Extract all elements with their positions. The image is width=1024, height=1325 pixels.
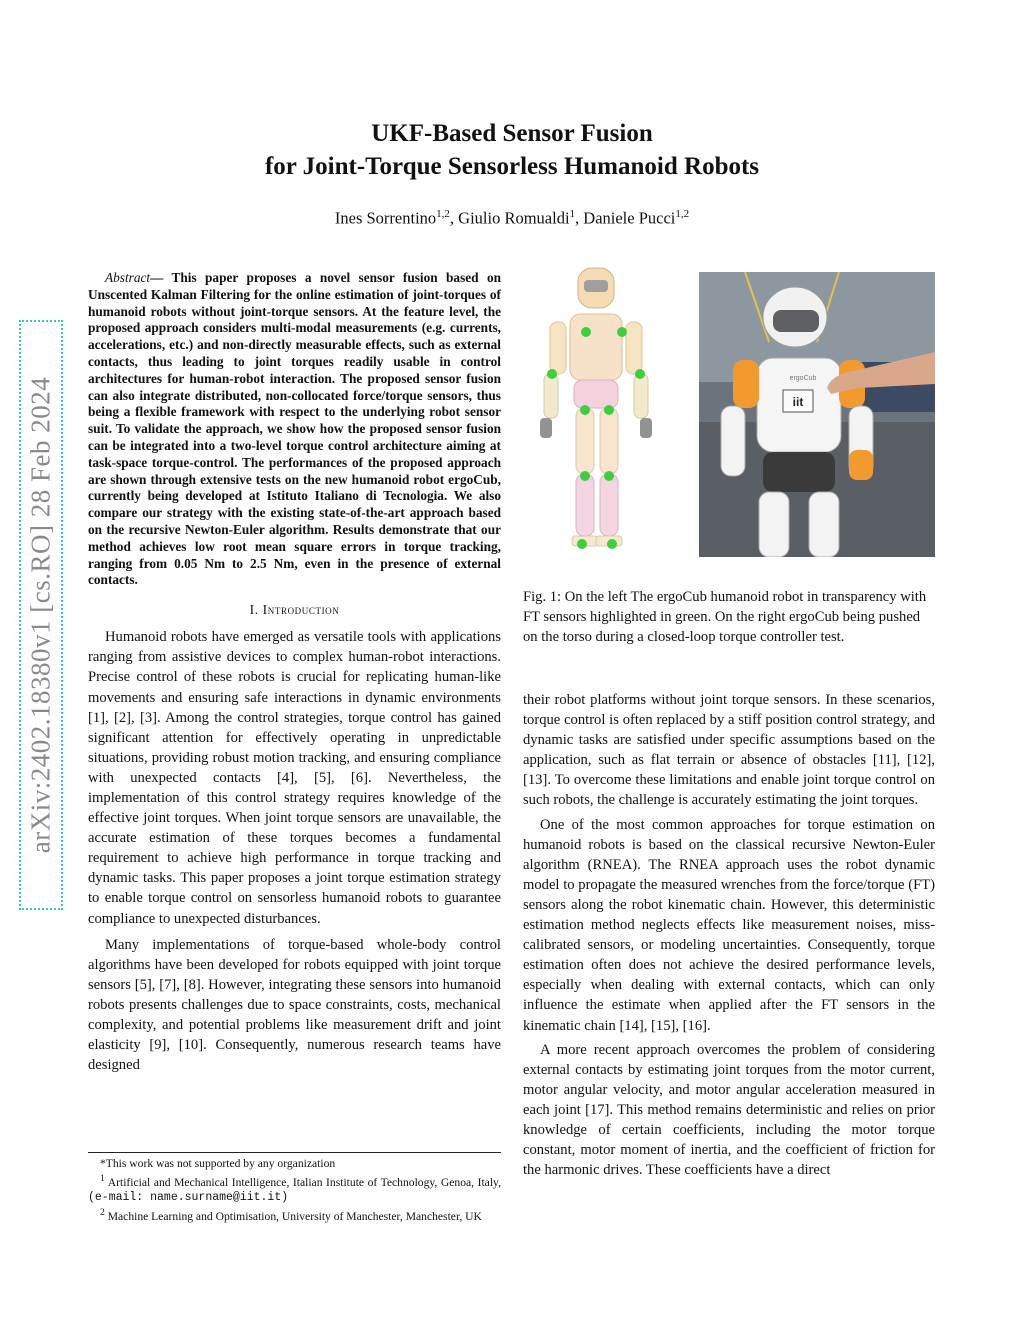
abstract-text: This paper proposes a novel sensor fusion based on Unscented Kalman Filtering for the online estimation of joint-torques of humanoid robots without joint-torque sensors. At the feature level, the proposed approach considers multi-modal measurements (e.g. currents, accelerations, etc.) and non-directly measurable effects, such as external contacts, thus leading to joint torques readily usable in control architectures for human-robot interaction. The proposed sensor fusion can also integrate distributed, non-collocated force/torque sensors, thus being a flexible framework with respect to the underlying robot sensor suit. To validate the approach, we show how the proposed sensor fusion can be integrated into a two-level torque control architecture aiming at task-space torque-control. The performances of the proposed approach are shown through extensive tests on the new humanoid robot ergoCub, currently being developed at Istituto Italiano di Tecnologia. We also compare our strategy with the existing state-of-the-art approach based on the recursive Newton-Euler algorithm. Results demonstrate that our method achieves low root mean square errors in torque tracking, ranging from 0.05 Nm to 2.5 Nm, even in the presence of external contacts.	[88, 270, 501, 588]
robot-left-leg	[759, 492, 789, 557]
robot-pelvis	[574, 380, 618, 408]
robot-visor	[584, 280, 608, 292]
intro-paragraph-3: One of the most common approaches for torque estimation on humanoid robots is based on the classical recursive Newton-Euler algorithm (RNEA). The RNEA approach uses the robot dynamic model to propagate the measured wrenches from the force/torque (FT) sensors along the robot kinematic chain. However, this deterministic estimation method neglects effects like measurement noises, miss-calibrated sensors, or modeling uncertainties. Consequently, torque estimation often does not achieve the desired performance levels, especially when dealing with external contacts, which can only influence the estimate when applied after the FT sensors in the kinematic chain [14], [15], [16].	[523, 816, 935, 1034]
robot-left-arm	[721, 406, 745, 476]
author-list	[100, 208, 924, 229]
footnote-email: (e-mail: name.surname@iit.it)	[88, 1191, 289, 1205]
robot-right-thigh	[600, 408, 618, 474]
robot-torso	[570, 314, 622, 380]
intro-paragraph-4: A more recent approach overcomes the problem of considering external contacts by estimating joint torques from the motor current, motor angular velocity, and motor angular acceleration measured in each joint [17]. This method remains deterministic and relies on prior knowledge of certain coefficients, including the motor torque constant, motor moment of inertia, and the coefficient of friction for the harmonic drives. These coefficients have a direct	[523, 1041, 935, 1179]
figure-robot-photo	[699, 272, 935, 557]
intro-paragraph-2-continued: their robot platforms without joint torque sensors. In these scenarios, torque control is often replaced by a stiff position control strategy, and dynamic tasks are satisfied under specific assumptions based on the application, such as flat terrain or absence of obstacles [11], [12], [13]. To overcome these limitations and enable joint torque control on such robots, the challenge is accurately estimating the joint torques.	[523, 692, 935, 809]
robot-waist	[763, 452, 835, 492]
author-name: Ines Sorrentino	[334, 208, 437, 228]
robot-face-visor	[773, 310, 819, 332]
ft-sensor-marker	[635, 369, 645, 379]
author-affiliation: 1,2	[436, 208, 450, 220]
section-heading-introduction: I. Introduction	[249, 602, 340, 618]
footnote-marker: 1	[100, 1172, 105, 1184]
author-name: Giulio Romualdi	[458, 208, 570, 228]
robot-left-hand	[540, 418, 552, 438]
abstract-lead: Abstract	[105, 270, 151, 285]
ft-sensor-marker	[604, 471, 614, 481]
intro-paragraph-1: Humanoid robots have emerged as versatile tools with applications ranging from assistive devices to complex human-robot interactions. Precise control of these robots is crucial for replicating human-like movements and ensuring safe interactions in dynamic environments [1], [2], [3]. Among the control strategies, torque control has gained significant attention for effectively operating in unpredictable situations, providing robust motion tracking, and ensuring compliance with unexpected contacts [4], [5], [6]. Nevertheless, the implementation of this control strategy requires knowledge of the effective joint torques. When joint torque sensors are unavailable, the accurate estimation of these torques becomes a fundamental requirement to achieve high performance in torque tracking and dynamic tasks. This paper proposes a joint torque estimation strategy to enable torque control on sensorless humanoid robots to guarantee compliance to unexpected disturbances.	[88, 629, 501, 927]
robot-right-shin	[600, 474, 618, 536]
footnote-text: Artificial and Mechanical Intelligence, Italian Institute of Technology, Genoa, Italy,	[104, 1175, 501, 1189]
title-line-2: for Joint-Torque Sensorless Humanoid Robots	[264, 153, 760, 180]
author-separator: ,	[449, 208, 459, 228]
footnote-affiliation-2	[88, 1206, 501, 1224]
arxiv-identifier: arXiv:2402.18380v1 [cs.RO] 28 Feb 2024	[25, 376, 56, 854]
ft-sensor-marker	[580, 405, 590, 415]
author-affiliation: 1	[569, 208, 576, 220]
ft-sensor-marker	[607, 539, 617, 549]
ft-sensor-marker	[617, 327, 627, 337]
footnote-marker: 2	[100, 1206, 105, 1218]
abstract-dash: —	[150, 270, 172, 285]
author-separator: ,	[575, 208, 584, 228]
footnote-funding: *This work was not supported by any organization	[100, 1157, 336, 1170]
author-name: Daniele Pucci	[583, 208, 676, 228]
right-column	[523, 690, 935, 1180]
robot-right-forearm	[634, 374, 648, 418]
robot-right-leg	[809, 492, 839, 557]
figure-transparent-robot	[524, 262, 684, 558]
robot-right-upper-arm	[626, 322, 642, 374]
ft-sensor-marker	[547, 369, 557, 379]
figure-caption: Fig. 1: On the left The ergoCub humanoid robot in transparency with FT sensors highlighted in green. On the right ergoCub being pushed on the torso during a closed-loop torque controller test.	[523, 589, 927, 646]
author-affiliation: 1,2	[675, 208, 690, 220]
robot-right-hand	[640, 418, 652, 438]
title-line-1: UKF-Based Sensor Fusion	[371, 120, 653, 147]
arxiv-sidebar-stamp	[19, 320, 63, 910]
robot-left-forearm	[544, 374, 558, 418]
paper-title	[100, 117, 924, 183]
robot-left-thigh	[576, 408, 594, 474]
robot-left-shin	[576, 474, 594, 536]
robot-left-shoulder	[733, 360, 759, 408]
transparent-robot-body	[540, 268, 652, 546]
chest-brand-text: ergoCub	[789, 375, 817, 382]
ft-sensor-marker	[580, 471, 590, 481]
ft-sensor-marker	[604, 405, 614, 415]
footnote-text: Machine Learning and Optimisation, University of Manchester, Manchester, UK	[104, 1209, 482, 1223]
ft-sensor-marker	[577, 539, 587, 549]
robot-right-elbow	[849, 450, 873, 480]
chest-logo-text: iit	[792, 395, 804, 409]
abstract	[88, 270, 501, 589]
intro-paragraph-2: Many implementations of torque-based whole-body control algorithms have been developed for robots equipped with joint torque sensors [5], [7], [8]. However, integrating these sensors into humanoid robots presents challenges due to space constraints, costs, mechanical complexity, and potential problems like measurement drift and joint elasticity [9], [10]. Consequently, numerous research teams have designed	[88, 936, 501, 1074]
footnote-affiliation-1	[88, 1172, 501, 1206]
ft-sensor-marker	[581, 327, 591, 337]
footnotes	[88, 1152, 501, 1224]
left-column	[88, 270, 501, 1075]
robot-left-upper-arm	[550, 322, 566, 374]
